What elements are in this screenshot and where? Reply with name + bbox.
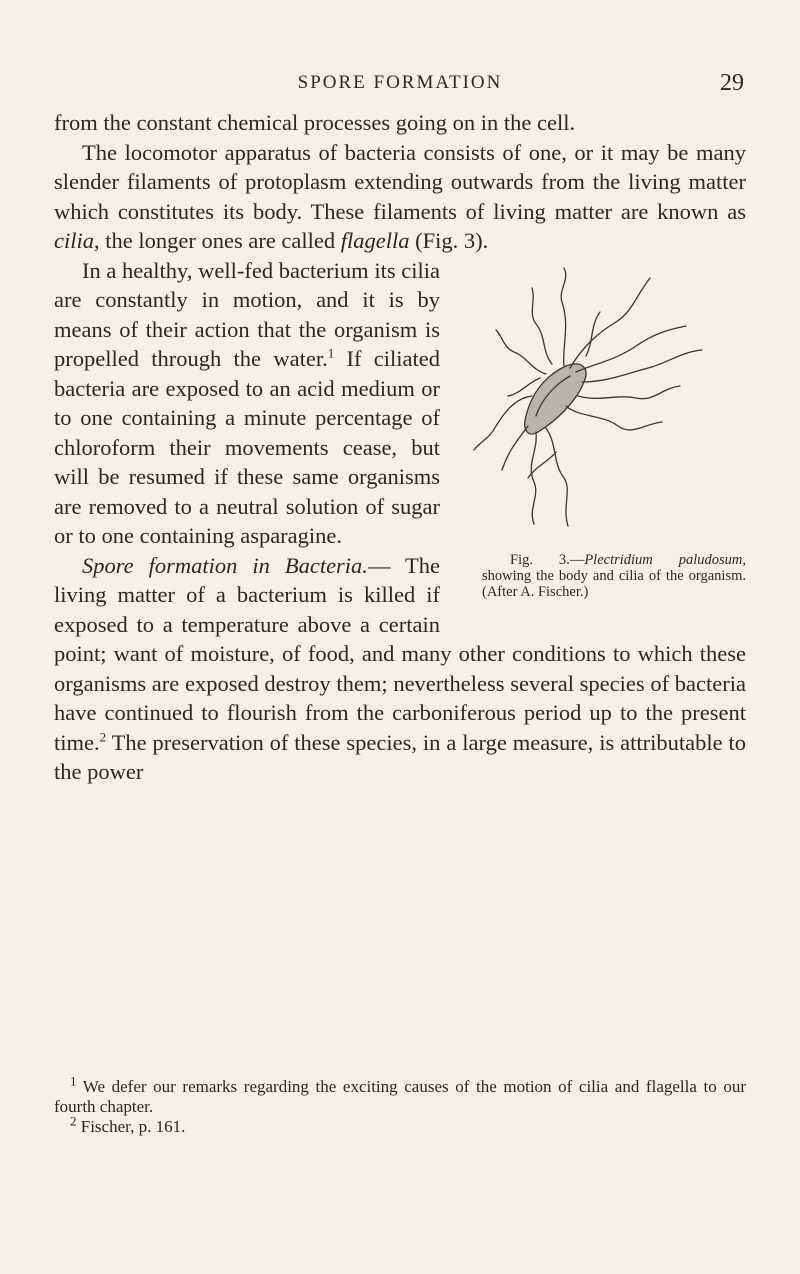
running-title: SPORE FORMATION [297, 72, 503, 93]
cilium [566, 406, 662, 430]
footnote-2-mark: 2 [70, 1113, 77, 1129]
bacterium-illustration [466, 256, 716, 546]
body-text [54, 108, 746, 787]
figure-caption-text: , showing the body and cilia of the organism. (After A. Fischer.) [482, 551, 746, 600]
footnotes [54, 1073, 746, 1137]
term-flagella: flagella [340, 228, 410, 253]
section-heading-spore-formation: Spore formation in Bacteria. [82, 552, 368, 578]
paragraph-3-text-a: In a healthy, well-fed bacterium its cilia are constantly in motion, and it is by means of their action that the organism is propelled through the water. [54, 257, 440, 371]
paragraph-2 [54, 138, 746, 256]
figure-caption [482, 552, 746, 600]
cilium [474, 396, 532, 450]
footnote-2-text: Fischer, p. 161. [76, 1117, 186, 1136]
cilium [561, 268, 566, 366]
cilium [546, 428, 568, 526]
figure-label: Fig. 3. [510, 551, 570, 568]
paragraph-4-text-b: The preservation of these species, in a large measure, is attributable to the power [54, 729, 746, 784]
paragraph-2-text-a: The locomotor apparatus of bacteria consists of one, or it may be many slender filaments of protoplasm extending outwards from the living matter which constitutes its body. These filaments of living matter are known as [54, 139, 746, 224]
paragraph-1-text: from the constant chemical processes going on in the cell. [54, 110, 576, 135]
cilium [570, 278, 650, 368]
section-heading-dash: — [367, 552, 391, 578]
cilium [531, 432, 536, 524]
footnote-ref-2: 2 [99, 729, 107, 744]
paragraph-2-text-b: , the longer ones are called [94, 228, 341, 253]
term-cilia: cilia [54, 228, 94, 253]
figure-species: Plectridium paludosum [584, 551, 743, 568]
cilium [502, 426, 528, 470]
figure-3 [456, 256, 746, 621]
cilium [532, 288, 552, 364]
figure-dash: — [569, 551, 585, 568]
cilium [582, 350, 702, 382]
bacterium-body [525, 363, 586, 433]
paragraph-4-text-a: The living matter of a bacterium is killed if exposed to a temperature above a certain point; want of moisture, of food, and many other conditions to which these organisms are exposed destroy them; nevertheless several species of bacteria have continued to flourish from the carboniferous period up to the present time. [54, 552, 746, 755]
paragraph-3-text-b: If ciliated bacteria are exposed to an acid medium or to one containing a minute percentage of chloroform their movements cease, but will be resumed if these same organisms are removed to a neutral solution of sugar or to one containing asparagine. [54, 346, 440, 548]
footnote-ref-1: 1 [327, 345, 335, 361]
footnote-1 [54, 1073, 746, 1117]
paragraph-1 [54, 108, 746, 138]
footnote-1-mark: 1 [70, 1073, 77, 1089]
footnote-2 [54, 1113, 746, 1137]
cilium [496, 330, 546, 374]
cilium [578, 386, 680, 399]
cilium [586, 312, 600, 356]
paragraph-2-text-c: (Fig. 3). [409, 228, 489, 253]
running-header [0, 70, 800, 100]
page-number: 29 [720, 70, 744, 96]
footnote-1-text: We defer our remarks regarding the exciting causes of the motion of cilia and flagella to our fourth chapter. [54, 1077, 746, 1116]
